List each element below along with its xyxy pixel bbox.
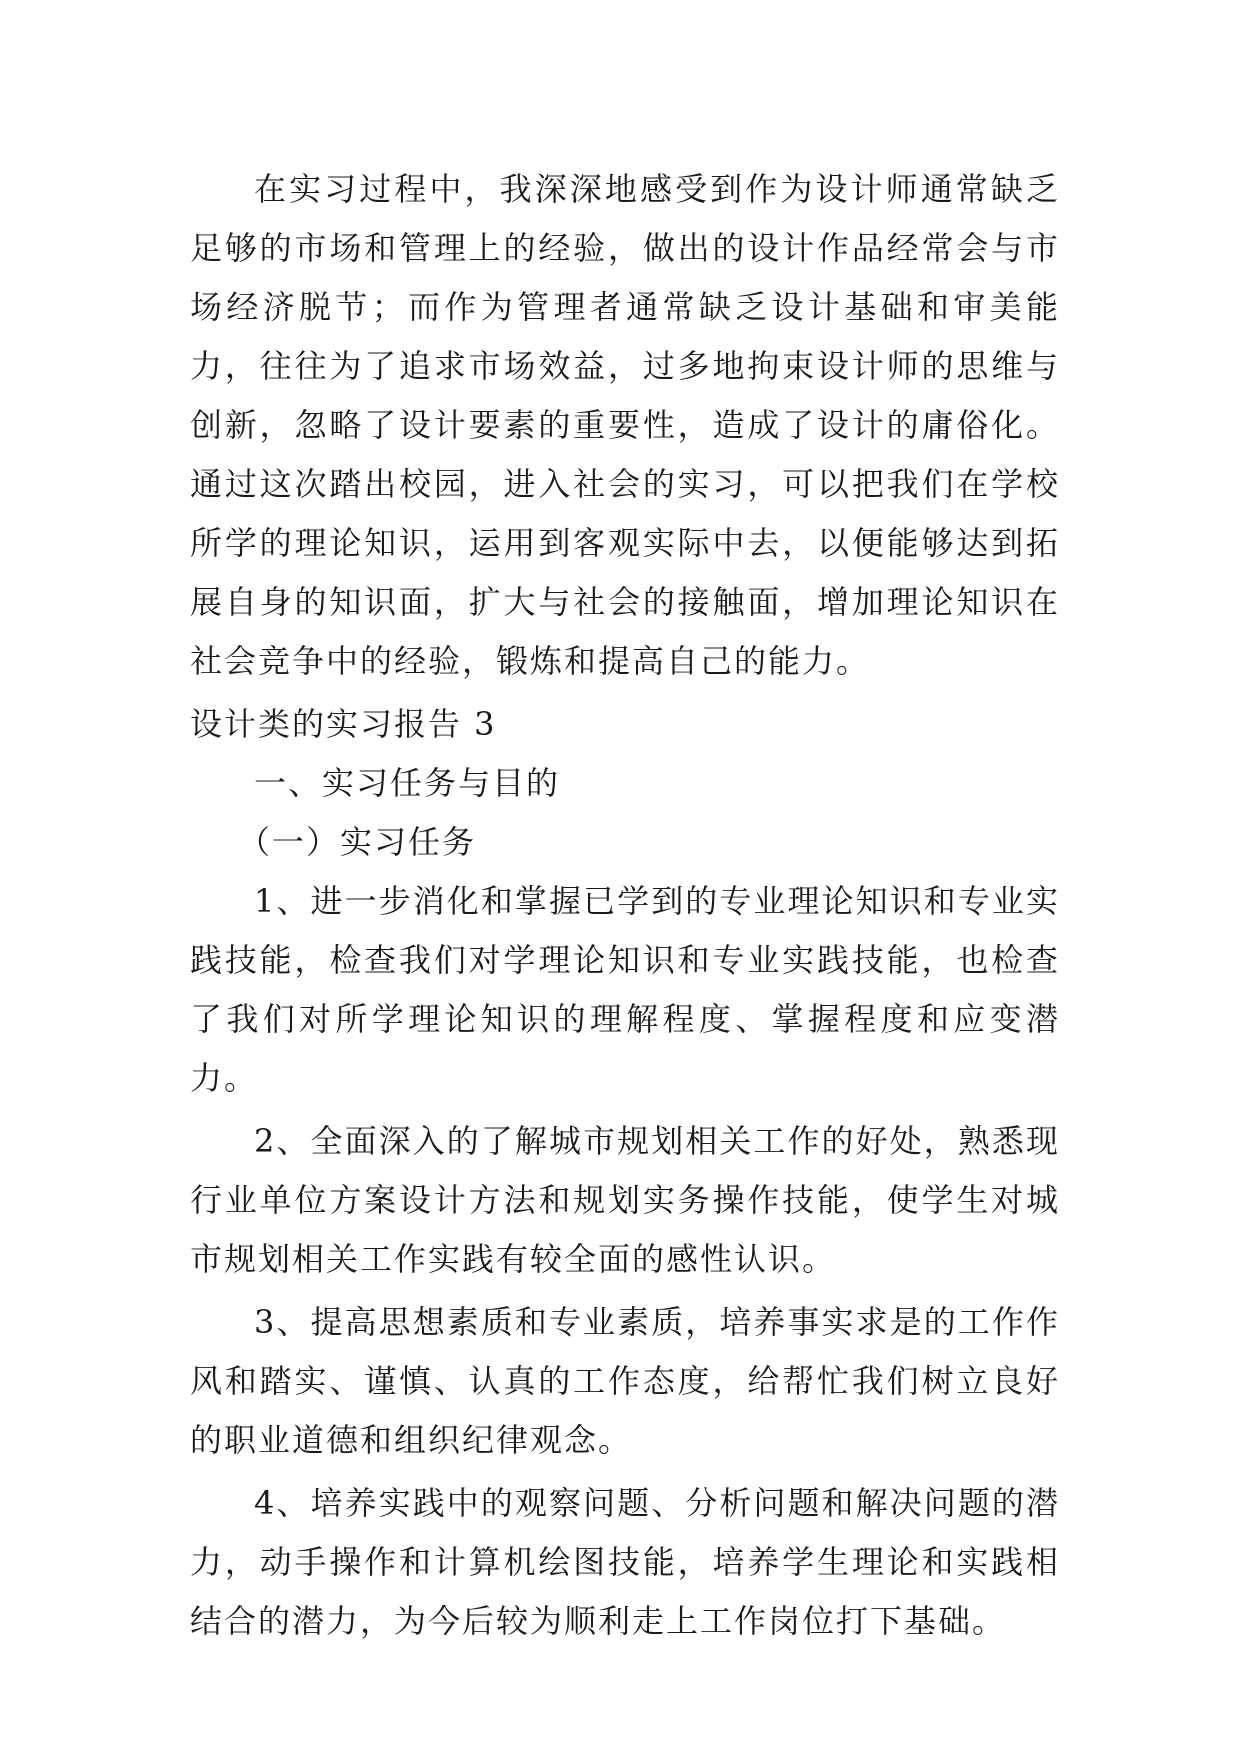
body-paragraph: 在实习过程中，我深深地感受到作为设计师通常缺乏足够的市场和管理上的经验，做出的设计作品经常会与市场经济脱节；而作为管理者通常缺乏设计基础和审美能力，往往为了追求市场效益，过多地拘束设计师的思维与创新，忽略了设计要素的重要性，造成了设计的庸俗化。通过这次踏出校园，进入社会的实习，可以把我们在学校所学的理论知识，运用到客观实际中去，以便能够达到拓展自身的知识面，扩大与社会的接触面，增加理论知识在社会竞争中的经验，锻炼和提高自己的能力。 [190, 170, 1060, 680]
subsection-heading: （一）实习任务 [238, 823, 477, 861]
list-item: 1、进一步消化和掌握已学到的专业理论知识和专业实践技能，检查我们对学理论知识和专业实践技能，也检查了我们对所学理论知识的理解程度、掌握程度和应变潜力。 [190, 882, 1060, 1097]
list-item: 2、全面深入的了解城市规划相关工作的好处，熟悉现行业单位方案设计方法和规划实务操作技能，使学生对城市规划相关工作实践有较全面的感性认识。 [190, 1122, 1060, 1278]
report-title: 设计类的实习报告 3 [190, 705, 497, 743]
section-heading: 一、实习任务与目的 [254, 764, 561, 802]
document-body [190, 160, 1060, 1651]
list-item: 4、培养实践中的观察问题、分析问题和解决问题的潜力，动手操作和计算机绘图技能，培养学生理论和实践相结合的潜力，为今后较为顺利走上工作岗位打下基础。 [190, 1484, 1060, 1640]
list-item: 3、提高思想素质和专业素质，培养事实求是的工作作风和踏实、谨慎、认真的工作态度，给帮忙我们树立良好的职业道德和组织纪律观念。 [190, 1303, 1060, 1459]
